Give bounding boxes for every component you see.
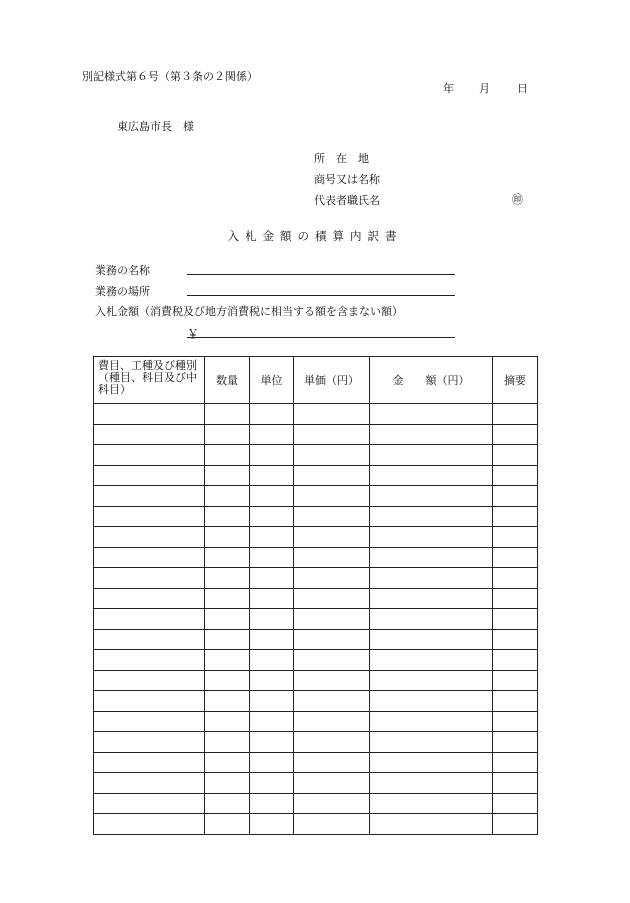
table-row	[94, 404, 538, 425]
cost-item-cell[interactable]	[94, 404, 205, 425]
quantity-cell[interactable]	[205, 588, 250, 609]
amount-cell[interactable]	[370, 650, 493, 671]
address-label: 所 在 地	[314, 152, 369, 165]
table-row	[94, 629, 538, 650]
cost-item-cell[interactable]	[94, 527, 205, 548]
table-row	[94, 465, 538, 486]
remarks-cell[interactable]	[493, 506, 538, 527]
estimate-breakdown-table	[93, 356, 538, 835]
cost-item-cell[interactable]	[94, 588, 205, 609]
unit-cell[interactable]	[250, 773, 294, 794]
unit-cell[interactable]	[250, 568, 294, 589]
amount-cell[interactable]	[370, 506, 493, 527]
remarks-cell[interactable]	[493, 629, 538, 650]
quantity-cell[interactable]	[205, 793, 250, 814]
cost-item-cell[interactable]	[94, 793, 205, 814]
unit-cell[interactable]	[250, 588, 294, 609]
remarks-cell[interactable]	[493, 527, 538, 548]
header-remarks: 摘要	[493, 357, 538, 404]
unit-cell[interactable]	[250, 527, 294, 548]
table-row	[94, 424, 538, 445]
unit-price-cell[interactable]	[294, 506, 370, 527]
header-quantity: 数量	[205, 357, 250, 404]
trade-name-label: 商号又は名称	[314, 173, 380, 186]
unit-price-cell[interactable]	[294, 752, 370, 773]
remarks-cell[interactable]	[493, 793, 538, 814]
unit-price-cell[interactable]	[294, 404, 370, 425]
table-row	[94, 650, 538, 671]
table-row	[94, 793, 538, 814]
remarks-cell[interactable]	[493, 445, 538, 466]
business-name-label: 業務の名称	[95, 264, 150, 277]
cost-item-cell[interactable]	[94, 486, 205, 507]
table-row	[94, 445, 538, 466]
quantity-cell[interactable]	[205, 609, 250, 630]
unit-price-cell[interactable]	[294, 486, 370, 507]
unit-price-cell[interactable]	[294, 588, 370, 609]
table-row	[94, 568, 538, 589]
amount-cell[interactable]	[370, 670, 493, 691]
unit-price-cell[interactable]	[294, 609, 370, 630]
remarks-cell[interactable]	[493, 814, 538, 835]
remarks-cell[interactable]	[493, 486, 538, 507]
unit-cell[interactable]	[250, 486, 294, 507]
quantity-cell[interactable]	[205, 527, 250, 548]
remarks-cell[interactable]	[493, 465, 538, 486]
table-header-row	[94, 357, 538, 404]
quantity-cell[interactable]	[205, 404, 250, 425]
representative-label: 代表者職氏名	[314, 194, 380, 207]
unit-cell[interactable]	[250, 506, 294, 527]
unit-cell[interactable]	[250, 691, 294, 712]
amount-cell[interactable]	[370, 773, 493, 794]
quantity-cell[interactable]	[205, 773, 250, 794]
unit-cell[interactable]	[250, 445, 294, 466]
table-row	[94, 752, 538, 773]
cost-item-cell[interactable]	[94, 568, 205, 589]
unit-price-cell[interactable]	[294, 568, 370, 589]
unit-cell[interactable]	[250, 609, 294, 630]
quantity-cell[interactable]	[205, 629, 250, 650]
remarks-cell[interactable]	[493, 670, 538, 691]
table-row	[94, 506, 538, 527]
unit-cell[interactable]	[250, 650, 294, 671]
business-name-field[interactable]	[187, 274, 455, 275]
remarks-cell[interactable]	[493, 752, 538, 773]
amount-cell[interactable]	[370, 445, 493, 466]
table-row	[94, 711, 538, 732]
remarks-cell[interactable]	[493, 711, 538, 732]
unit-cell[interactable]	[250, 752, 294, 773]
unit-cell[interactable]	[250, 711, 294, 732]
applicant-block	[314, 150, 380, 213]
remarks-cell[interactable]	[493, 650, 538, 671]
quantity-cell[interactable]	[205, 732, 250, 753]
quantity-cell[interactable]	[205, 506, 250, 527]
amount-cell[interactable]	[370, 547, 493, 568]
form-number: 別記様式第６号（第３条の２関係）	[82, 70, 258, 83]
unit-price-cell[interactable]	[294, 773, 370, 794]
unit-price-cell[interactable]	[294, 547, 370, 568]
unit-price-cell[interactable]	[294, 670, 370, 691]
unit-price-cell[interactable]	[294, 424, 370, 445]
quantity-cell[interactable]	[205, 650, 250, 671]
amount-cell[interactable]	[370, 752, 493, 773]
cost-item-cell[interactable]	[94, 670, 205, 691]
remarks-cell[interactable]	[493, 609, 538, 630]
unit-cell[interactable]	[250, 629, 294, 650]
date-month-label: 月	[479, 82, 490, 95]
unit-price-cell[interactable]	[294, 691, 370, 712]
amount-cell[interactable]	[370, 404, 493, 425]
cost-item-cell[interactable]	[94, 445, 205, 466]
date-day-label: 日	[517, 82, 528, 95]
amount-cell[interactable]	[370, 486, 493, 507]
amount-cell[interactable]	[370, 732, 493, 753]
unit-price-cell[interactable]	[294, 814, 370, 835]
header-amount: 金 額（円）	[370, 357, 493, 404]
seal-mark: ㊞	[512, 193, 523, 206]
quantity-cell[interactable]	[205, 670, 250, 691]
amount-cell[interactable]	[370, 629, 493, 650]
business-place-label: 業務の場所	[95, 285, 150, 298]
unit-price-cell[interactable]	[294, 711, 370, 732]
table-row	[94, 547, 538, 568]
unit-cell[interactable]	[250, 793, 294, 814]
quantity-cell[interactable]	[205, 568, 250, 589]
unit-price-cell[interactable]	[294, 445, 370, 466]
quantity-cell[interactable]	[205, 752, 250, 773]
table-row	[94, 732, 538, 753]
cost-item-cell[interactable]	[94, 547, 205, 568]
amount-cell[interactable]	[370, 568, 493, 589]
remarks-cell[interactable]	[493, 568, 538, 589]
bid-amount-field[interactable]	[187, 337, 455, 338]
date-line	[443, 80, 528, 96]
cost-item-cell[interactable]	[94, 752, 205, 773]
quantity-cell[interactable]	[205, 445, 250, 466]
table-row	[94, 486, 538, 507]
amount-cell[interactable]	[370, 711, 493, 732]
cost-item-cell[interactable]	[94, 814, 205, 835]
cost-item-cell[interactable]	[94, 732, 205, 753]
cost-item-cell[interactable]	[94, 465, 205, 486]
table-row	[94, 588, 538, 609]
unit-cell[interactable]	[250, 732, 294, 753]
quantity-cell[interactable]	[205, 547, 250, 568]
remarks-cell[interactable]	[493, 773, 538, 794]
unit-cell[interactable]	[250, 814, 294, 835]
cost-item-cell[interactable]	[94, 650, 205, 671]
quantity-cell[interactable]	[205, 691, 250, 712]
remarks-cell[interactable]	[493, 547, 538, 568]
amount-cell[interactable]	[370, 424, 493, 445]
document-title: 入札金額の積算内訳書	[227, 229, 403, 243]
table-row	[94, 691, 538, 712]
unit-cell[interactable]	[250, 465, 294, 486]
quantity-cell[interactable]	[205, 814, 250, 835]
quantity-cell[interactable]	[205, 424, 250, 445]
addressee: 東広島市長 様	[117, 120, 194, 133]
table-row	[94, 773, 538, 794]
unit-cell[interactable]	[250, 547, 294, 568]
bid-amount-label: 入札金額（消費税及び地方消費税に相当する額を含まない額）	[95, 305, 403, 318]
remarks-cell[interactable]	[493, 732, 538, 753]
unit-cell[interactable]	[250, 670, 294, 691]
remarks-cell[interactable]	[493, 691, 538, 712]
unit-price-cell[interactable]	[294, 732, 370, 753]
unit-cell[interactable]	[250, 404, 294, 425]
header-cost-item: 費目、工種及び種別（種目、科目及び中科目）	[94, 357, 205, 404]
remarks-cell[interactable]	[493, 404, 538, 425]
header-unit-price: 単価（円）	[294, 357, 370, 404]
cost-item-cell[interactable]	[94, 609, 205, 630]
table-row	[94, 609, 538, 630]
quantity-cell[interactable]	[205, 465, 250, 486]
unit-price-cell[interactable]	[294, 527, 370, 548]
remarks-cell[interactable]	[493, 588, 538, 609]
quantity-cell[interactable]	[205, 711, 250, 732]
business-place-field[interactable]	[187, 295, 455, 296]
cost-item-cell[interactable]	[94, 506, 205, 527]
amount-cell[interactable]	[370, 465, 493, 486]
yen-symbol: ￥	[187, 327, 200, 341]
cost-item-cell[interactable]	[94, 691, 205, 712]
cost-item-cell[interactable]	[94, 629, 205, 650]
unit-price-cell[interactable]	[294, 465, 370, 486]
table-body	[94, 404, 538, 835]
amount-cell[interactable]	[370, 527, 493, 548]
amount-cell[interactable]	[370, 691, 493, 712]
cost-item-cell[interactable]	[94, 773, 205, 794]
amount-cell[interactable]	[370, 793, 493, 814]
unit-price-cell[interactable]	[294, 650, 370, 671]
table-row	[94, 670, 538, 691]
amount-cell[interactable]	[370, 814, 493, 835]
amount-cell[interactable]	[370, 588, 493, 609]
header-unit: 単位	[250, 357, 294, 404]
date-year-label: 年	[443, 82, 454, 95]
table-row	[94, 814, 538, 835]
table-row	[94, 527, 538, 548]
cost-item-cell[interactable]	[94, 424, 205, 445]
cost-item-cell[interactable]	[94, 711, 205, 732]
unit-cell[interactable]	[250, 424, 294, 445]
unit-price-cell[interactable]	[294, 793, 370, 814]
amount-cell[interactable]	[370, 609, 493, 630]
unit-price-cell[interactable]	[294, 629, 370, 650]
quantity-cell[interactable]	[205, 486, 250, 507]
remarks-cell[interactable]	[493, 424, 538, 445]
